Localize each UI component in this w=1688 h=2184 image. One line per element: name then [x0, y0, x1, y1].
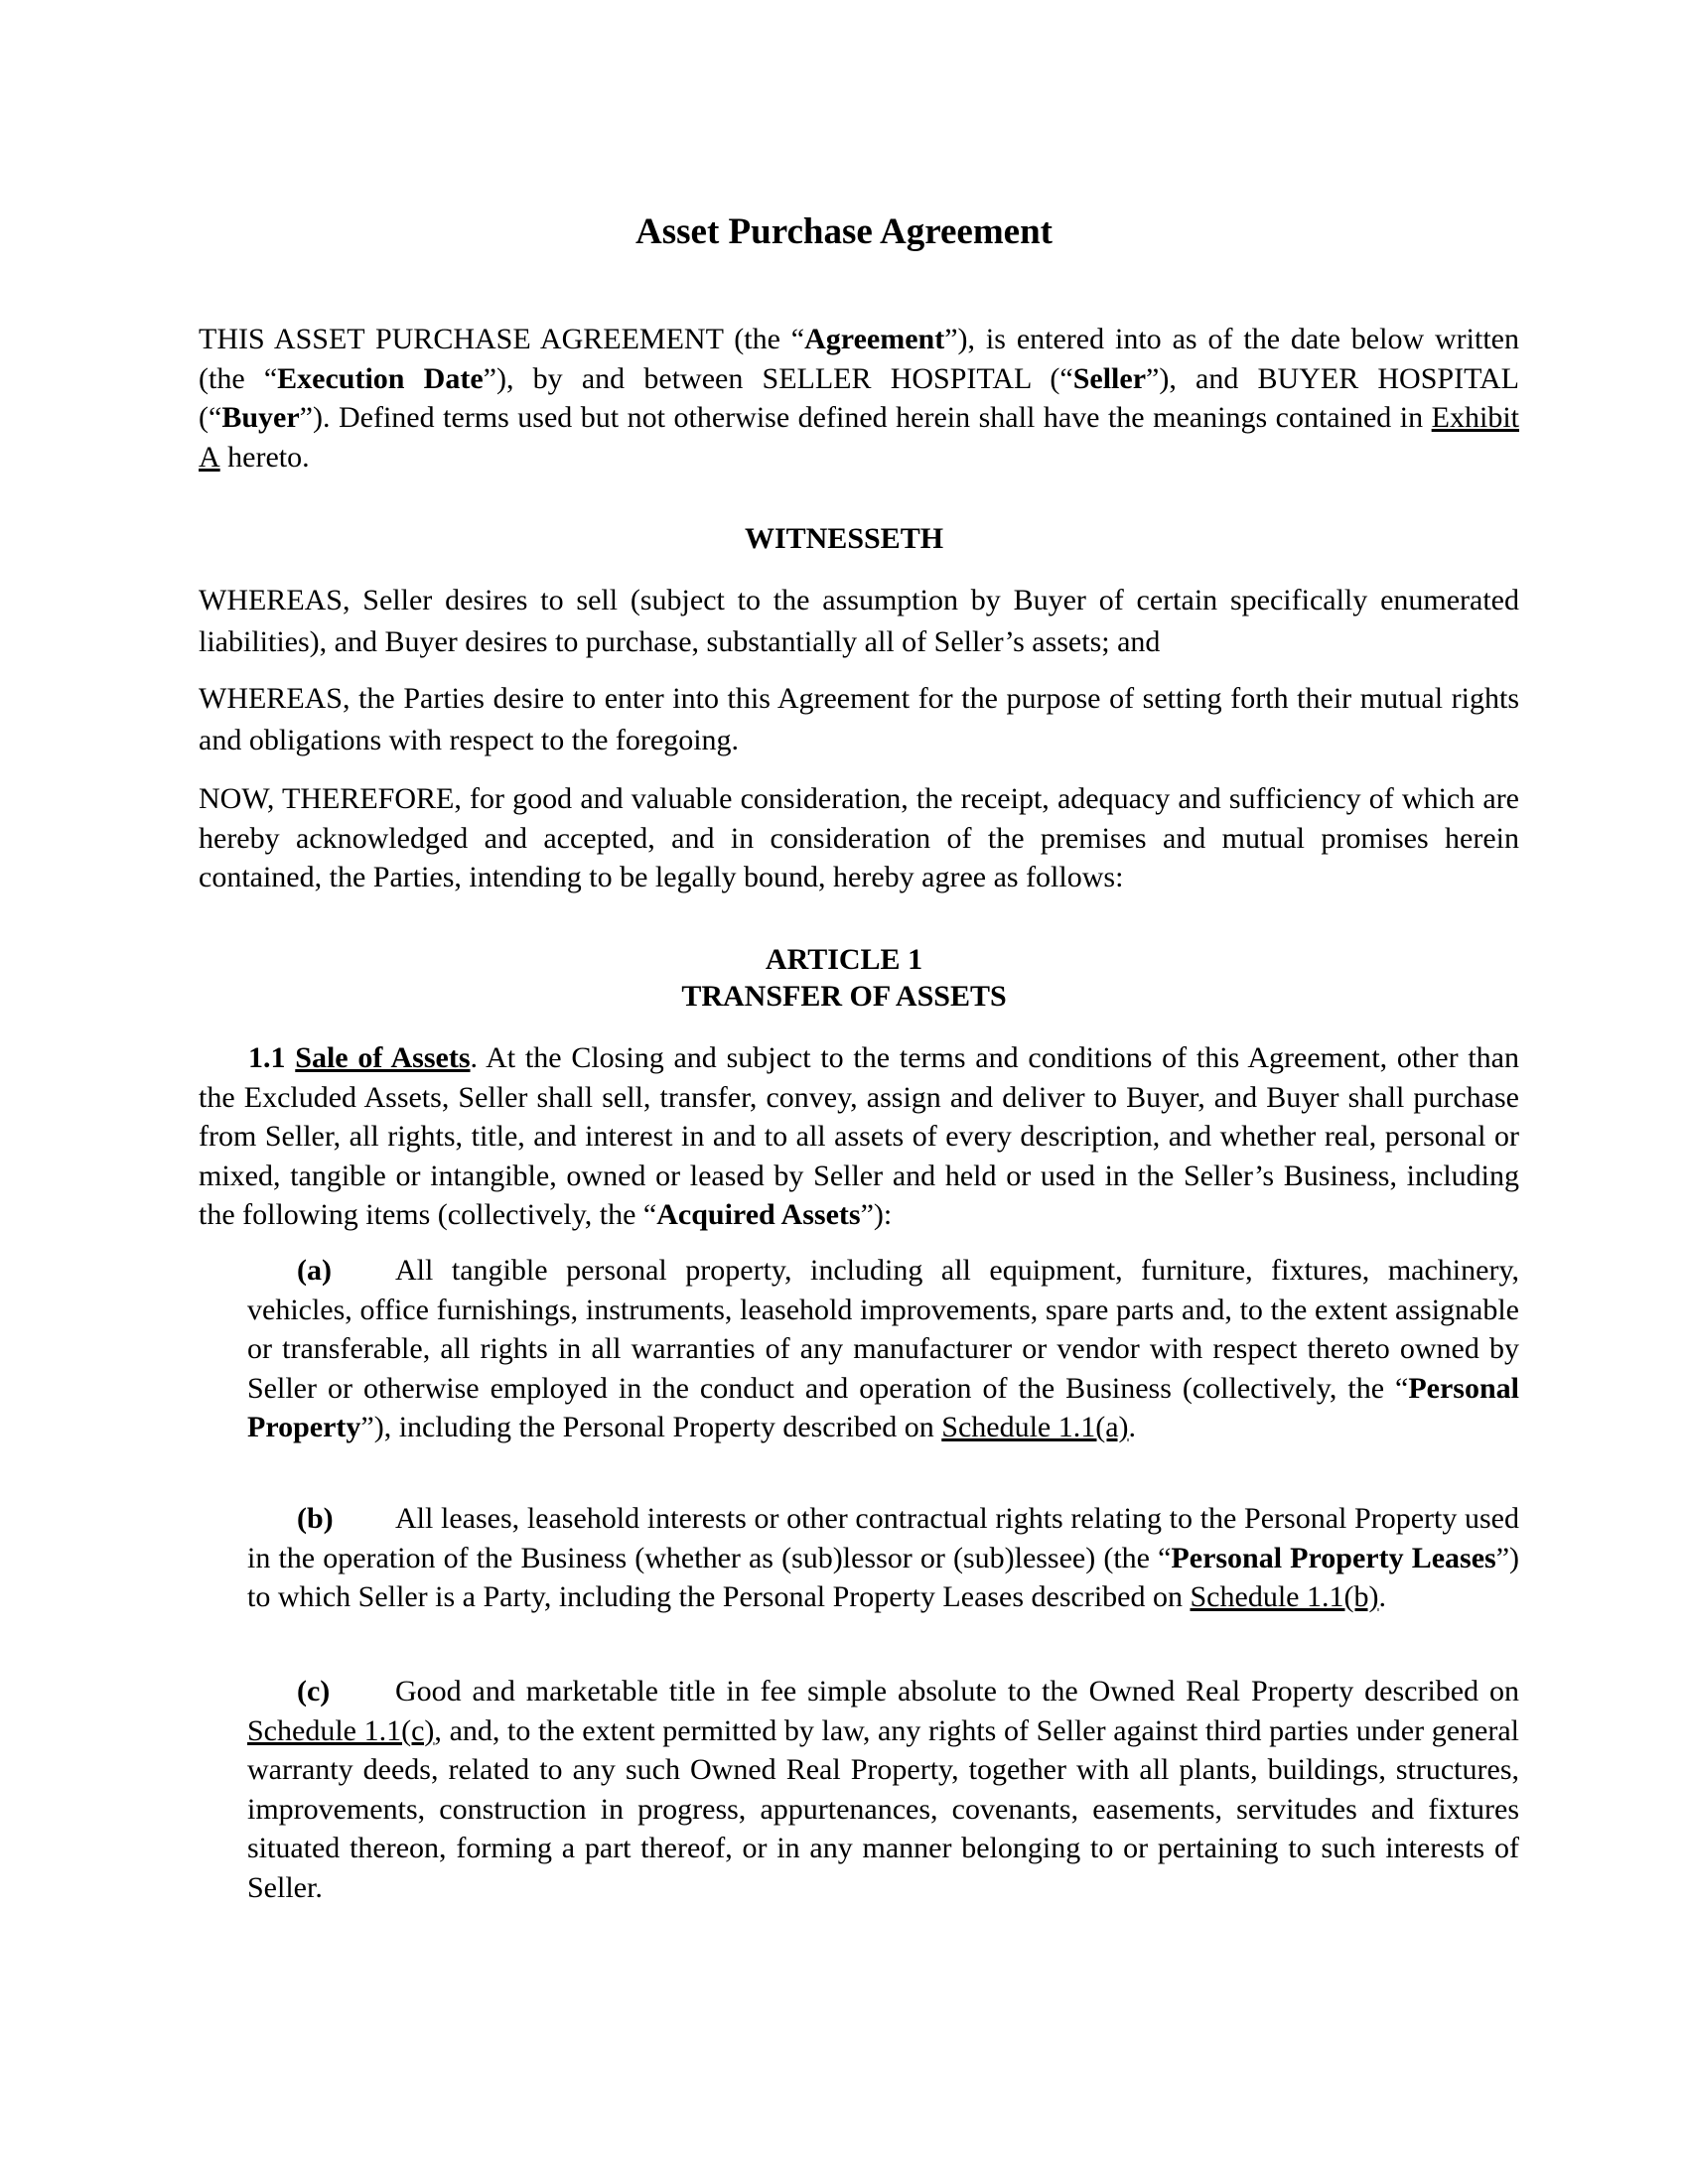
- intro-paragraph: [199, 320, 1519, 477]
- intro-text: hereto.: [219, 440, 310, 474]
- item-text: Good and marketable title in fee simple absolute to the Owned Real Property described on: [395, 1675, 1519, 1707]
- section-text: . At the Closing and subject to the terms and conditions of this Agreement, other than the Excluded Assets, Seller shall sell, transfer, convey, assign and deliver to Buyer, and Buyer shall purchase from Seller, all rights, title, and interest in and to all assets of every description, and whether real, personal or mixed, tangible or intangible, owned or leased by Seller and held or used in the Seller’s Business, including the following items (collectively, the “: [199, 1041, 1519, 1231]
- section-1-1-paragraph: [199, 1038, 1519, 1235]
- item-text: , and, to the extent permitted by law, any rights of Seller against third parties under general warranty deeds, related to any such Owned Real Property, together with all plants, buildings, structures, improvements, construction in progress, appurtenances, covenants, easements, servitudes and fixtures situated thereon, forming a part thereof, or in any manner belonging to or pertaining to such interests of Seller.: [247, 1713, 1519, 1904]
- defined-term: Execution Date: [277, 361, 484, 395]
- article-title: TRANSFER OF ASSETS: [681, 980, 1007, 1013]
- now-therefore-paragraph: NOW, THEREFORE, for good and valuable consideration, the receipt, adequacy and sufficiency of which are hereby acknowledged and accepted, and in consideration of the premises and mutual promises herein contained, the Parties, intending to be legally bound, hereby agree as follows:: [199, 782, 1519, 893]
- schedule-reference: Schedule 1.1(a): [941, 1411, 1129, 1443]
- intro-text: ”), and BUYER HOSPITAL (“: [199, 361, 1519, 434]
- defined-term: Seller: [1072, 361, 1147, 395]
- section-heading: Sale of Assets: [295, 1041, 471, 1074]
- whereas-paragraph-2: WHEREAS, the Parties desire to enter into this Agreement for the purpose of setting forth their mutual rights and obligations with respect to the foregoing.: [199, 682, 1519, 756]
- document-title: Asset Purchase Agreement: [635, 211, 1053, 252]
- item-text: ”) to which Seller is a Party, including the Personal Property Leases described on: [247, 1541, 1520, 1613]
- item-b-label: (b): [297, 1502, 334, 1535]
- item-c-label: (c): [297, 1675, 331, 1707]
- witnesseth-heading: WITNESSETH: [744, 522, 944, 555]
- item-b-paragraph: [247, 1499, 1519, 1617]
- item-text: .: [1128, 1411, 1137, 1443]
- item-text: All leases, leasehold interests or other contractual rights relating to the Personal Property used in the operation of the Business (whether as (sub)lessor or (sub)lessee) (the “: [247, 1502, 1519, 1574]
- exhibit-reference: Exhibit A: [199, 401, 1519, 474]
- intro-text: ”), by and between SELLER HOSPITAL (“: [483, 361, 1073, 395]
- section-text: ”):: [860, 1198, 893, 1231]
- defined-term: Agreement: [804, 323, 945, 355]
- intro-text: THIS ASSET PURCHASE AGREEMENT (the “: [199, 323, 805, 355]
- item-text: .: [1378, 1580, 1386, 1613]
- defined-term: Acquired Assets: [656, 1198, 861, 1231]
- defined-term: Personal Property Leases: [1171, 1541, 1496, 1574]
- item-a-paragraph: [247, 1251, 1519, 1447]
- section-number: 1.1: [248, 1041, 286, 1074]
- whereas-paragraph-1: WHEREAS, Seller desires to sell (subject to the assumption by Buyer of certain specifically enumerated liabilities), and Buyer desires to purchase, substantially all of Seller’s assets; and: [199, 584, 1519, 658]
- article-number: ARTICLE 1: [765, 943, 923, 976]
- schedule-reference: Schedule 1.1(b): [1190, 1580, 1379, 1613]
- item-text: ”), including the Personal Property described on: [360, 1411, 942, 1443]
- intro-text: ”). Defined terms used but not otherwise defined herein shall have the meanings contained in: [299, 401, 1432, 434]
- defined-term: Buyer: [221, 401, 300, 434]
- item-a-label: (a): [297, 1254, 332, 1287]
- item-c-paragraph: [247, 1672, 1519, 1907]
- item-text: All tangible personal property, including all equipment, furniture, fixtures, machinery, vehicles, office furnishings, instruments, leasehold improvements, spare parts and, to the extent assignable or transferable, all rights in all warranties of any manufacturer or vendor with respect thereto owned by Seller or otherwise employed in the conduct and operation of the Business (collectively, the “: [247, 1254, 1519, 1405]
- schedule-reference: Schedule 1.1(c): [247, 1713, 435, 1747]
- defined-term: Personal Property: [247, 1371, 1519, 1443]
- intro-text: ”), is entered into as of the date below written (the “: [199, 323, 1519, 395]
